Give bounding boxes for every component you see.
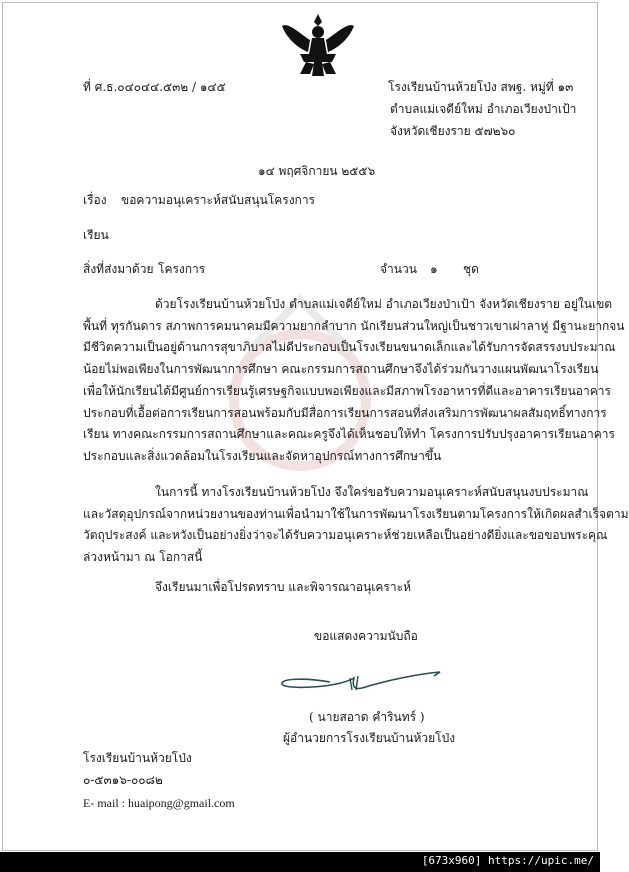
paragraph2-line: และวัสดุอุปกรณ์จากหน่วยงานของท่านเพื่อนำมาใช้ในการพัฒนาโรงเรียนตามโครงการให้เกิดผลสำเร็จตาม <box>83 507 629 521</box>
paragraph2-line: ในการนี้ ทางโรงเรียนบ้านห้วยโป่ง จึงใคร่ขอรับความอนุเคราะห์สนับสนุนงบประมาณ <box>155 485 589 499</box>
paragraph1-line: มีชีวิตความเป็นอยู่ด้านการสุขาภิบาลไม่ดีประกอบเป็นโรงเรียนขนาดเล็กและได้รับการจัดสรรงบประมาณ <box>83 340 616 354</box>
footer-school-name: โรงเรียนบ้านห้วยโป่ง <box>83 751 192 765</box>
paragraph1-line: เรียน ทางคณะกรรมการสถานศึกษาและคณะครูจึงได้เห็นชอบให้ทำ โครงการปรับปรุงอาคารเรียนอาคาร <box>83 427 615 441</box>
footer-phone: ๐-๕๓๑๖-๐๐๘๒ <box>83 773 163 787</box>
closing-request: จึงเรียนมาเพื่อโปรดทราบ และพิจารณาอนุเคราะห์ <box>155 580 411 594</box>
signature-icon <box>278 664 443 694</box>
quantity-unit: ชุด <box>463 262 479 276</box>
paragraph1-line: เพื่อให้นักเรียนได้มีศูนย์การเรียนรู้เศรษฐกิจแบบพอเพียงและมีสภาพโรงอาหารที่ดีและอาคารเรียนอาคาร <box>83 384 611 398</box>
quantity-label: จำนวน <box>380 262 417 276</box>
enclosure-label: สิ่งที่ส่งมาด้วย <box>83 262 154 276</box>
address-line-3: จังหวัดเชียงราย ๕๗๒๖๐ <box>390 124 516 138</box>
paragraph2-line: ล่วงหน้ามา ณ โอกาสนี้ <box>83 550 203 564</box>
paragraph1-line: ด้วยโรงเรียนบ้านห้วยโป่ง ตำบลแม่เจดีย์ใหม่ อำเภอเวียงป่าเป้า จังหวัดเชียงราย อยู่ในเขต <box>155 297 613 311</box>
signer-title: ผู้อำนวยการโรงเรียนบ้านห้วยโป่ง <box>283 731 456 745</box>
subject-text: ขอความอนุเคราะห์สนับสนุนโครงการ <box>121 193 316 207</box>
paragraph1-line: ประกอบที่เอื้อต่อการเรียนการสอนพร้อมกับมีสื่อการเรียนการสอนที่ส่งเสริมการพัฒนาผลสัมฤทธิ์ทางการ <box>83 406 607 420</box>
reference-number: ที่ ศ.ธ.๐๔๐๔๔.๕๓๒ / ๑๔๕ <box>83 80 226 94</box>
salutation: ขอแสดงความนับถือ <box>314 629 418 643</box>
subject-label: เรื่อง <box>83 193 107 207</box>
quantity-value: ๑ <box>430 262 438 276</box>
paragraph1-line: ประกอบและสิ่งแวดล้อมในโรงเรียนและจัดหาอุปกรณ์ทางการศึกษาขึ้น <box>83 449 442 463</box>
to-label: เรียน <box>83 228 109 242</box>
letter-date: ๑๔ พฤศจิกายน ๒๕๕๖ <box>258 164 376 178</box>
image-host-watermark: [673x960] https://upic.me/ <box>421 854 594 867</box>
enclosure-text: โครงการ <box>158 262 206 276</box>
signer-name: ( นายสอาด คำรินทร์ ) <box>309 710 425 724</box>
address-line-2: ตำบลแม่เจดีย์ใหม่ อำเภอเวียงป่าเป้า <box>390 102 577 116</box>
paragraph1-line: พื้นที่ ทุรกันดาร สภาพการคมนาคมมีความยากลำบาก นักเรียนส่วนใหญ่เป็นชาวเขาเผ่าลาหู่ มีฐานะยากจน <box>83 319 625 333</box>
address-line-1: โรงเรียนบ้านห้วยโป่ง สพฐ. หมู่ที่ ๑๓ <box>388 80 574 94</box>
paragraph1-line: น้อยไม่พอเพียงในการพัฒนาการศึกษา คณะกรรมการสถานศึกษาจึงได้ร่วมกันวางแผนพัฒนาโรงเรียน <box>83 362 599 376</box>
garuda-emblem-icon <box>280 12 356 78</box>
footer-email[interactable]: E- mail : huaipong@gmail.com <box>83 796 235 810</box>
paragraph2-line: วัตถุประสงค์ และหวังเป็นอย่างยิ่งว่าจะได้รับความอนุเคราะห์ช่วยเหลือเป็นอย่างดียิ่งและขอขอบพระคุณ <box>83 528 608 542</box>
